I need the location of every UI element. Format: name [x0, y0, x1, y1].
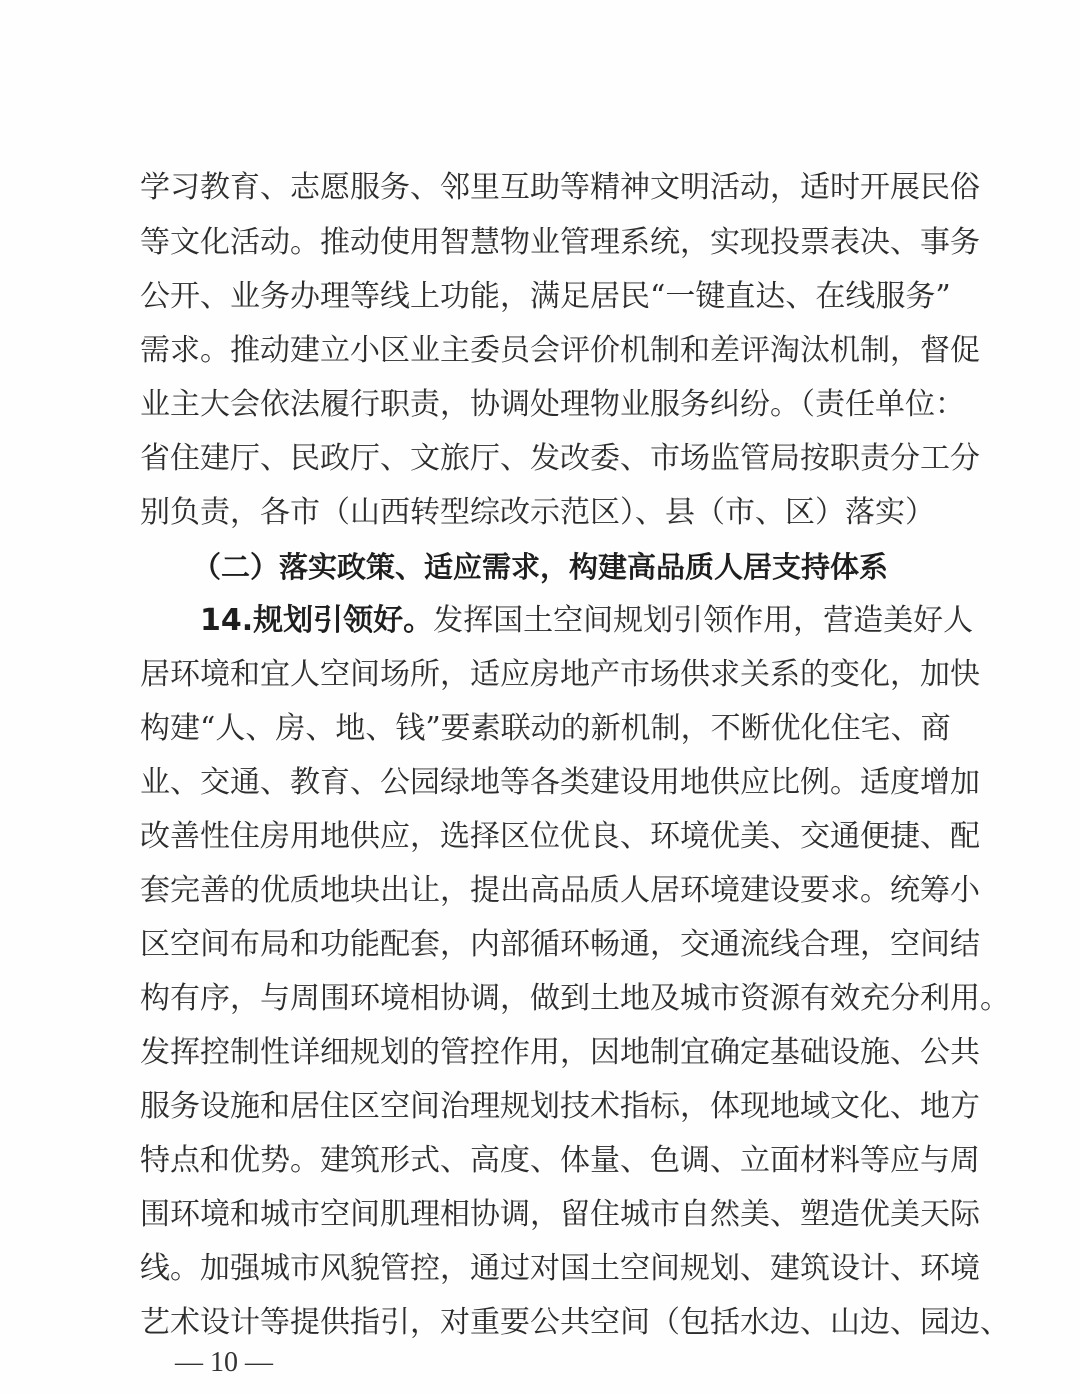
text-line: 居环境和宜人空间场所，适应房地产市场供求关系的变化，加快 — [140, 657, 980, 692]
text-line: 区空间布局和功能配套，内部循环畅通，交通流线合理，空间结 — [140, 927, 980, 962]
text-line: 省住建厅、民政厅、文旅厅、发改委、市场监管局按职责分工分 — [140, 441, 980, 476]
text-line: 构有序，与周围环境相协调，做到土地及城市资源有效充分利用。 — [140, 981, 1010, 1016]
text-line: 公开、业务办理等线上功能，满足居民“一键直达、在线服务” — [140, 279, 951, 314]
text-line: 业主大会依法履行职责，协调处理物业服务纠纷。（责任单位： — [140, 387, 965, 422]
text-line: 构建“人、房、地、钱”要素联动的新机制，不断优化住宅、商 — [140, 711, 951, 746]
item-14-first-line — [140, 592, 974, 650]
text-line: 等文化活动。推动使用智慧物业管理系统，实现投票表决、事务 — [140, 225, 980, 260]
text-line: 围环境和城市空间肌理相协调，留住城市自然美、塑造优美天际 — [140, 1197, 980, 1232]
text-line: 发挥控制性详细规划的管控作用，因地制宜确定基础设施、公共 — [140, 1035, 980, 1070]
text-line: 需求。推动建立小区业主委员会评价机制和差评淘汰机制，督促 — [140, 333, 980, 368]
page-number: — 10 — — [175, 1347, 273, 1378]
text-line: 特点和优势。建筑形式、高度、体量、色调、立面材料等应与周 — [140, 1143, 980, 1178]
text-line: 线。加强城市风貌管控，通过对国土空间规划、建筑设计、环境 — [140, 1251, 980, 1286]
item-14-lead: 14.规划引领好。 — [200, 603, 434, 638]
text-line: 套完善的优质地块出让，提出高品质人居环境建设要求。统筹小 — [140, 873, 980, 908]
text-line: 艺术设计等提供指引，对重要公共空间（包括水边、山边、园边、 — [140, 1305, 1010, 1340]
item-14-first-line-text: 发挥国土空间规划引领作用，营造美好人 — [433, 603, 974, 638]
text-line: 学习教育、志愿服务、邻里互助等精神文明活动，适时开展民俗 — [140, 170, 980, 205]
section-heading: （二）落实政策、适应需求，构建高品质人居支持体系 — [191, 550, 888, 584]
text-line: 业、交通、教育、公园绿地等各类建设用地供应比例。适度增加 — [140, 765, 980, 800]
text-line: 改善性住房用地供应，选择区位优良、环境优美、交通便捷、配 — [140, 819, 980, 854]
text-line: 服务设施和居住区空间治理规划技术指标，体现地域文化、地方 — [140, 1089, 980, 1124]
text-line: 别负责，各市（山西转型综改示范区）、县（市、区）落实） — [140, 495, 935, 530]
